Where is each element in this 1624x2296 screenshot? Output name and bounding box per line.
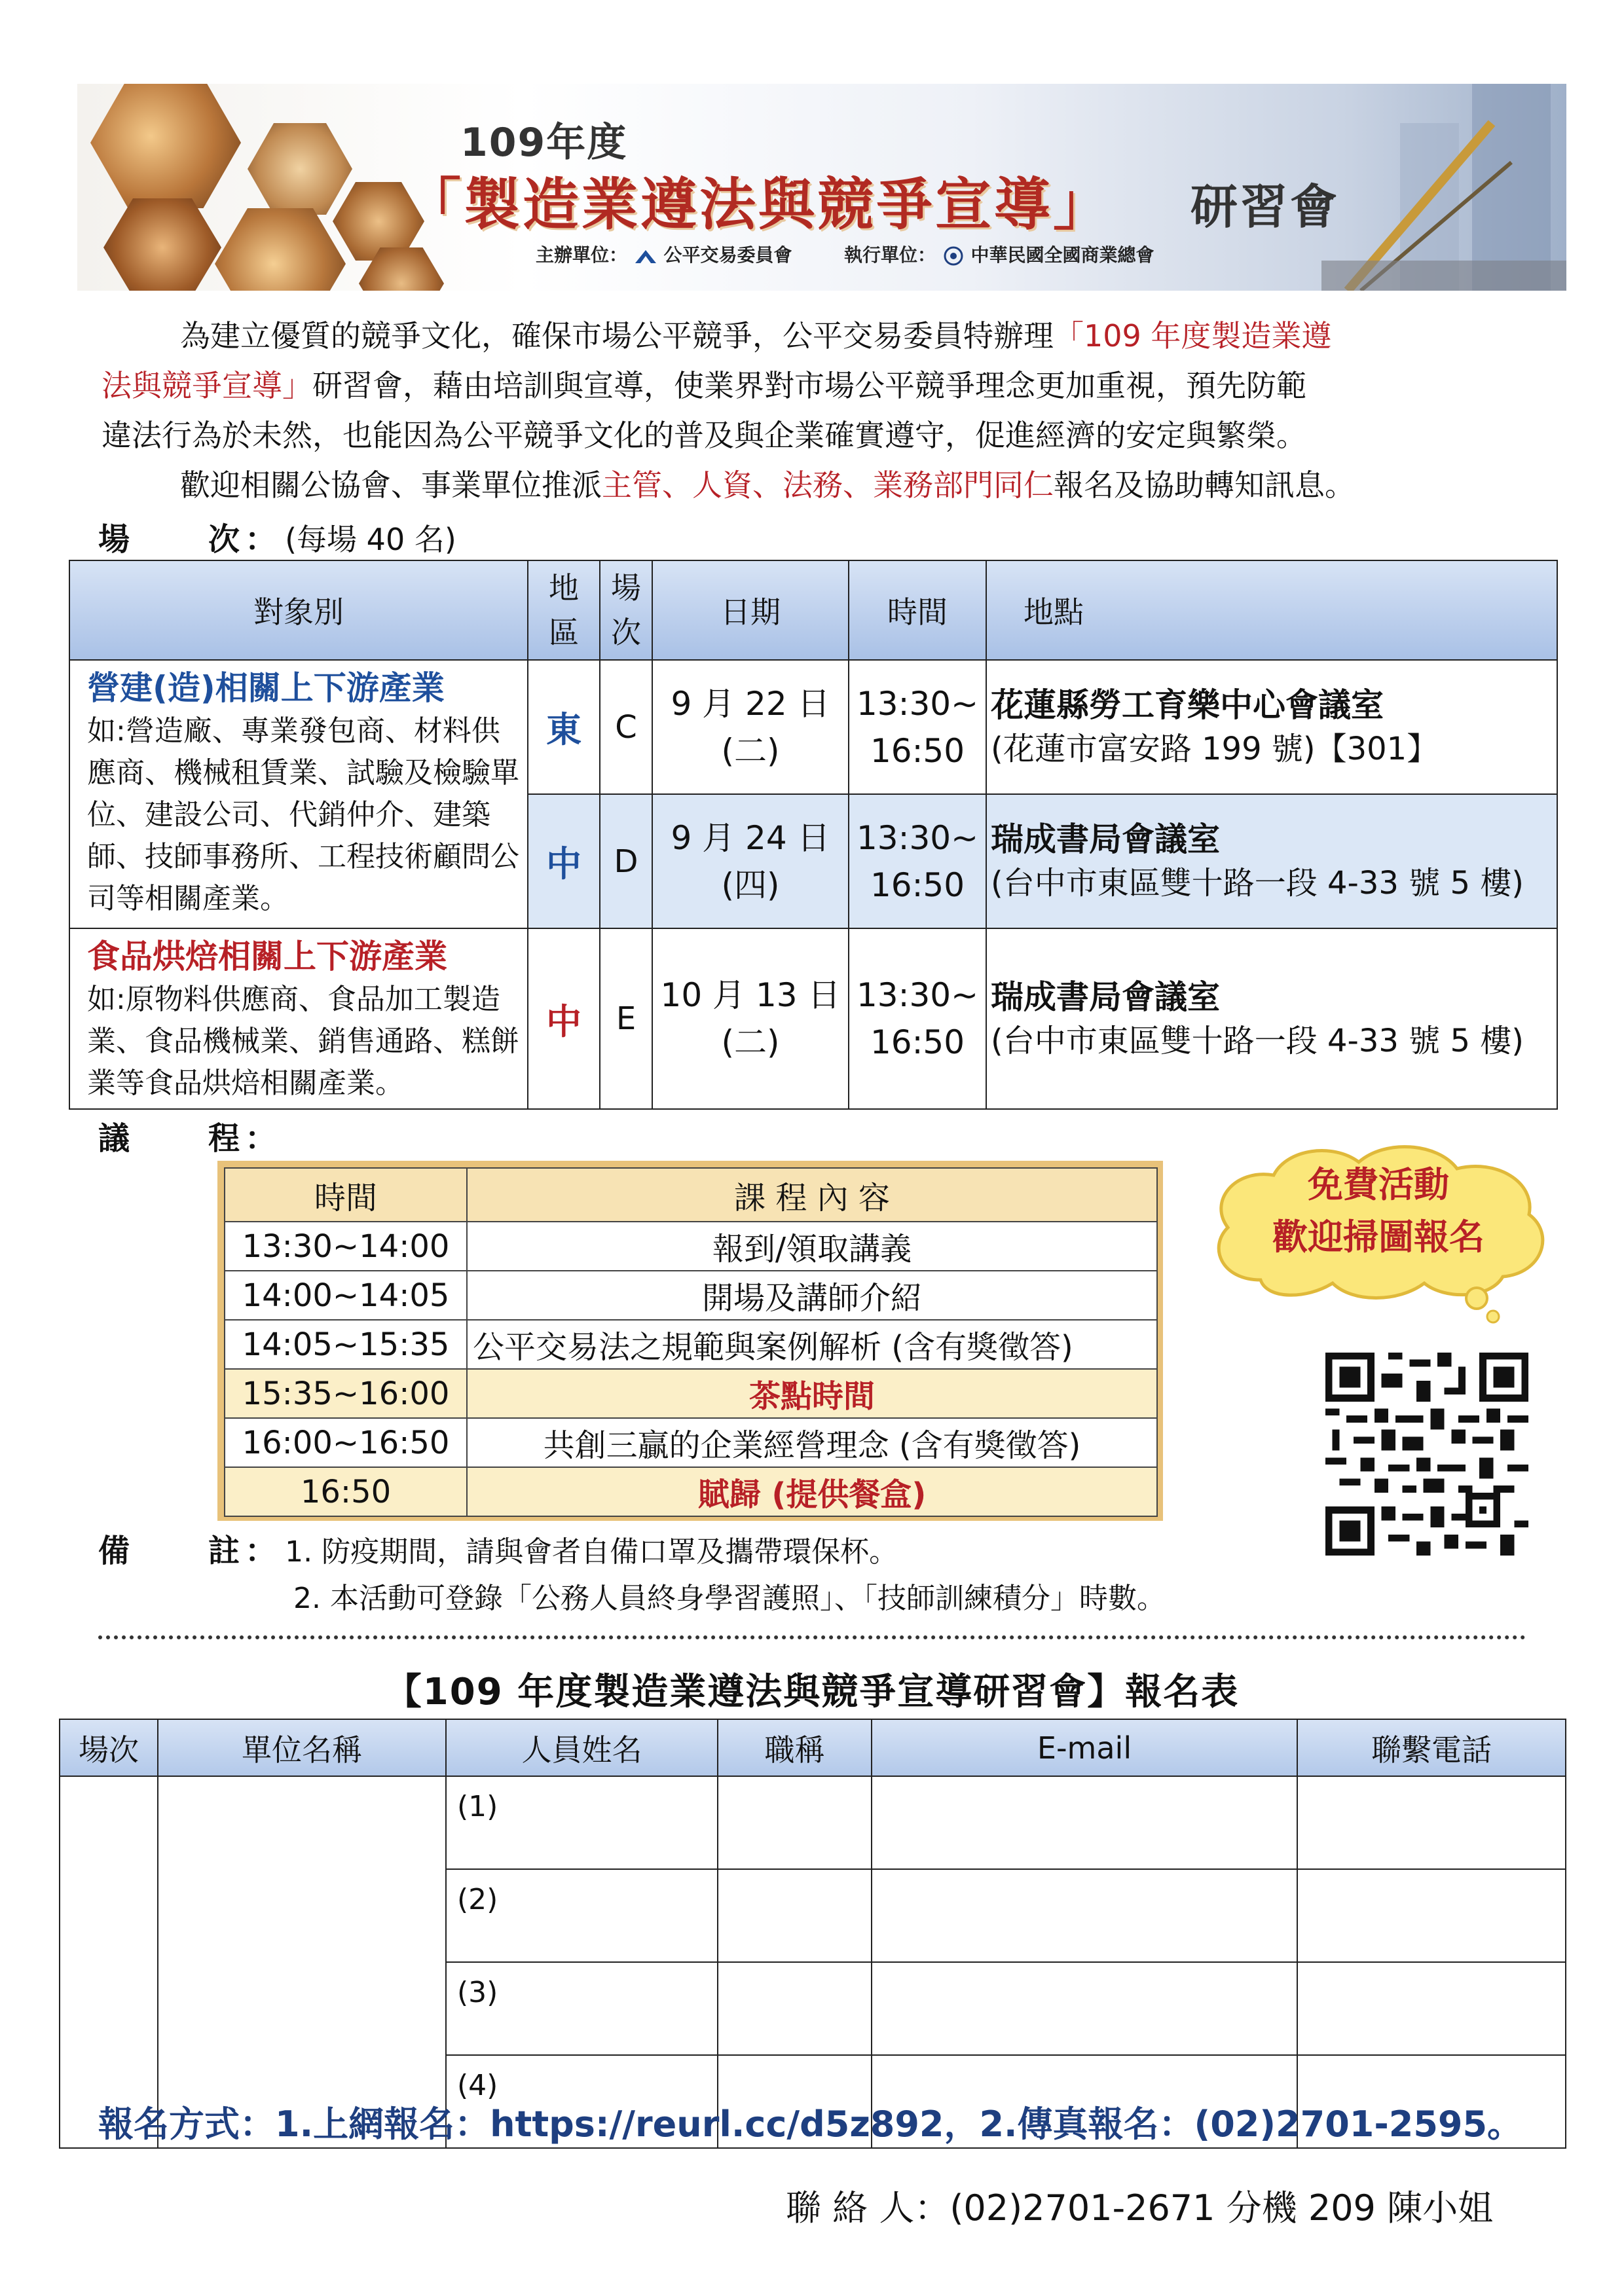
agenda-content: 開場及講師介紹 bbox=[467, 1271, 1157, 1320]
session-field[interactable] bbox=[60, 1776, 158, 2148]
form-header-email: E-mail bbox=[872, 1719, 1297, 1776]
date-text: 9 月 24 日 bbox=[671, 818, 830, 857]
agenda-time: 16:50 bbox=[225, 1467, 467, 1516]
job-title-field[interactable] bbox=[718, 1776, 872, 1869]
cut-line bbox=[98, 1635, 1526, 1639]
slot-number: (1) bbox=[457, 1790, 498, 1823]
intro-highlight: 主管、人資、法務、業務部門同仁 bbox=[602, 467, 1054, 503]
banner-organizers bbox=[536, 241, 1154, 267]
intro-paragraph bbox=[101, 311, 1539, 510]
time-start: 13:30~ bbox=[857, 976, 978, 1014]
qr-code[interactable] bbox=[1325, 1353, 1528, 1556]
header-time: 時間 bbox=[849, 560, 986, 660]
attendee-name-field[interactable] bbox=[446, 1962, 718, 2055]
weekday-text: (二) bbox=[721, 731, 780, 770]
sessions-label: 場 次： bbox=[98, 521, 282, 558]
venue-address: (台中市東區雙十路一段 4-33 號 5 樓) bbox=[991, 1022, 1524, 1059]
agenda-header-time: 時間 bbox=[225, 1168, 467, 1222]
session-venue bbox=[986, 928, 1557, 1109]
header-venue: 地點 bbox=[986, 560, 1557, 660]
time-end: 16:50 bbox=[870, 866, 965, 904]
agenda-time: 15:35~16:00 bbox=[225, 1369, 467, 1418]
header-banner bbox=[77, 84, 1566, 291]
intro-text: 歡迎相關公協會、事業單位推派 bbox=[180, 467, 602, 503]
session-code: C bbox=[600, 660, 652, 794]
phone-field[interactable] bbox=[1297, 1776, 1566, 1869]
form-header-title: 職稱 bbox=[718, 1719, 872, 1776]
intro-highlight: 法與競爭宣導」 bbox=[101, 368, 312, 403]
organizer-name: 公平交易委員會 bbox=[663, 244, 792, 266]
chamber-logo-icon bbox=[942, 246, 965, 266]
session-region: 中 bbox=[528, 794, 600, 928]
banner-title: 「製造業遵法與競爭宣導」 bbox=[405, 172, 1112, 238]
agenda-frame bbox=[217, 1161, 1163, 1521]
header-audience: 對象別 bbox=[69, 560, 528, 660]
time-end: 16:50 bbox=[870, 1023, 965, 1061]
notes-label: 備 註： bbox=[98, 1533, 282, 1569]
construction-crane-icon bbox=[1321, 84, 1566, 291]
agenda-content: 茶點時間 bbox=[467, 1369, 1157, 1418]
audience-title: 食品烘焙相關上下游產業 bbox=[87, 938, 447, 975]
intro-highlight: 「109 年度製造業遵 bbox=[1054, 318, 1332, 354]
header-date: 日期 bbox=[652, 560, 849, 660]
org-name-field[interactable] bbox=[158, 1776, 446, 2148]
promo-text bbox=[1202, 1159, 1555, 1264]
session-time bbox=[849, 660, 986, 794]
audience-title: 營建(造)相關上下游產業 bbox=[87, 669, 445, 707]
audience-description: 如:營造廠、專業發包商、材料供應商、機械租賃業、試驗及檢驗單位、建設公司、代銷仲介、建築師、技師事務所、工程技術顧問公司等相關產業。 bbox=[87, 714, 519, 915]
sessions-capacity: (每場 40 名) bbox=[285, 522, 456, 557]
registration-form-table bbox=[59, 1719, 1566, 2149]
slot-number: (3) bbox=[457, 1976, 498, 2009]
session-time bbox=[849, 928, 986, 1109]
weekday-text: (四) bbox=[721, 866, 780, 904]
agenda-content: 共創三贏的企業經營理念 (含有獎徵答) bbox=[467, 1418, 1157, 1467]
phone-field[interactable] bbox=[1297, 1869, 1566, 1962]
intro-text: 研習會，藉由培訓與宣導，使業界對市場公平競爭理念更加重視，預先防範 bbox=[312, 368, 1306, 403]
audience-description: 如:原物料供應商、食品加工製造業、食品機械業、銷售通路、糕餅業等食品烘焙相關產業。 bbox=[87, 983, 519, 1100]
audience-food bbox=[69, 928, 528, 1109]
session-date bbox=[652, 660, 849, 794]
executor-label: 執行單位： bbox=[844, 244, 936, 266]
session-time bbox=[849, 794, 986, 928]
slot-number: (4) bbox=[457, 2069, 498, 2102]
promo-line: 歡迎掃圖報名 bbox=[1272, 1216, 1485, 1258]
note-item: 1. 防疫期間，請與會者自備口罩及攜帶環保杯。 bbox=[285, 1535, 898, 1569]
form-header-session: 場次 bbox=[60, 1719, 158, 1776]
agenda-content: 公平交易法之規範與案例解析 (含有獎徵答) bbox=[467, 1320, 1157, 1369]
agenda-content: 報到/領取講義 bbox=[467, 1222, 1157, 1271]
intro-text: 為建立優質的競爭文化，確保市場公平競爭，公平交易委員特辦理 bbox=[180, 318, 1054, 354]
bread-photo bbox=[90, 84, 241, 208]
note-item: 2. 本活動可登錄「公務人員終身學習護照」、「技師訓練積分」時數。 bbox=[293, 1582, 1166, 1615]
intro-text: 違法行為於未然，也能因為公平競爭文化的普及與企業確實遵守，促進經濟的安定與繁榮。 bbox=[101, 418, 1306, 453]
agenda-label: 議 程： bbox=[98, 1120, 282, 1157]
executor-name: 中華民國全國商業總會 bbox=[970, 244, 1154, 266]
time-end: 16:50 bbox=[870, 731, 965, 770]
header-code: 場次 bbox=[600, 560, 652, 660]
attendee-name-field[interactable] bbox=[446, 1869, 718, 1962]
audience-construction bbox=[69, 660, 528, 928]
banner-title-tail: 研習會 bbox=[1190, 179, 1340, 234]
session-code: E bbox=[600, 928, 652, 1109]
session-date bbox=[652, 794, 849, 928]
session-venue bbox=[986, 660, 1557, 794]
sessions-table bbox=[69, 560, 1558, 1110]
venue-name: 花蓮縣勞工育樂中心會議室 bbox=[991, 686, 1384, 724]
session-venue bbox=[986, 794, 1557, 928]
registration-method[interactable]: 報名方式：1.上網報名：https://reurl.cc/d5z892，2.傳真報名：(02)2701-2595。 bbox=[98, 2104, 1523, 2145]
agenda-time: 14:05~15:35 bbox=[225, 1320, 467, 1369]
intro-text: 報名及協助轉知訊息。 bbox=[1054, 467, 1355, 503]
job-title-field[interactable] bbox=[718, 1962, 872, 2055]
session-region: 中 bbox=[528, 928, 600, 1109]
promo-line: 免費活動 bbox=[1308, 1164, 1449, 1205]
time-start: 13:30~ bbox=[857, 818, 978, 857]
banner-year: 109年度 bbox=[460, 120, 628, 166]
bread-photo bbox=[103, 198, 221, 291]
venue-name: 瑞成書局會議室 bbox=[991, 820, 1220, 858]
email-field[interactable] bbox=[872, 1776, 1297, 1869]
venue-address: (台中市東區雙十路一段 4-33 號 5 樓) bbox=[991, 865, 1524, 902]
phone-field[interactable] bbox=[1297, 1962, 1566, 2055]
ftc-logo-icon bbox=[634, 247, 657, 264]
bread-photo bbox=[215, 208, 346, 291]
email-field[interactable] bbox=[872, 1869, 1297, 1962]
agenda-time: 13:30~14:00 bbox=[225, 1222, 467, 1271]
session-code: D bbox=[600, 794, 652, 928]
form-header-name: 人員姓名 bbox=[446, 1719, 718, 1776]
form-header-org: 單位名稱 bbox=[158, 1719, 446, 1776]
time-start: 13:30~ bbox=[857, 684, 978, 723]
form-title: 【109 年度製造業遵法與競爭宣導研習會】報名表 bbox=[384, 1671, 1240, 1713]
email-field[interactable] bbox=[872, 1962, 1297, 2055]
session-region: 東 bbox=[528, 660, 600, 794]
agenda-header-content: 課 程 內 容 bbox=[467, 1168, 1157, 1222]
venue-name: 瑞成書局會議室 bbox=[991, 977, 1220, 1016]
job-title-field[interactable] bbox=[718, 1869, 872, 1962]
organizer-label: 主辦單位： bbox=[536, 244, 628, 266]
agenda-time: 16:00~16:50 bbox=[225, 1418, 467, 1467]
date-text: 10 月 13 日 bbox=[660, 976, 841, 1014]
date-text: 9 月 22 日 bbox=[671, 684, 830, 723]
bread-photo bbox=[248, 123, 352, 215]
slot-number: (2) bbox=[457, 1883, 498, 1916]
agenda-content: 賦歸 (提供餐盒) bbox=[467, 1467, 1157, 1516]
contact-person: 聯 絡 人：(02)2701-2671 分機 209 陳小姐 bbox=[786, 2187, 1494, 2229]
weekday-text: (二) bbox=[721, 1023, 780, 1061]
agenda-time: 14:00~14:05 bbox=[225, 1271, 467, 1320]
sessions-label-row bbox=[98, 514, 456, 559]
attendee-name-field[interactable] bbox=[446, 1776, 718, 1869]
agenda-table bbox=[224, 1167, 1158, 1517]
form-header-phone: 聯繫電話 bbox=[1297, 1719, 1566, 1776]
notes bbox=[98, 1525, 898, 1572]
venue-address: (花蓮市富安路 199 號)【301】 bbox=[991, 731, 1439, 767]
session-date bbox=[652, 928, 849, 1109]
header-region: 地區 bbox=[528, 560, 600, 660]
